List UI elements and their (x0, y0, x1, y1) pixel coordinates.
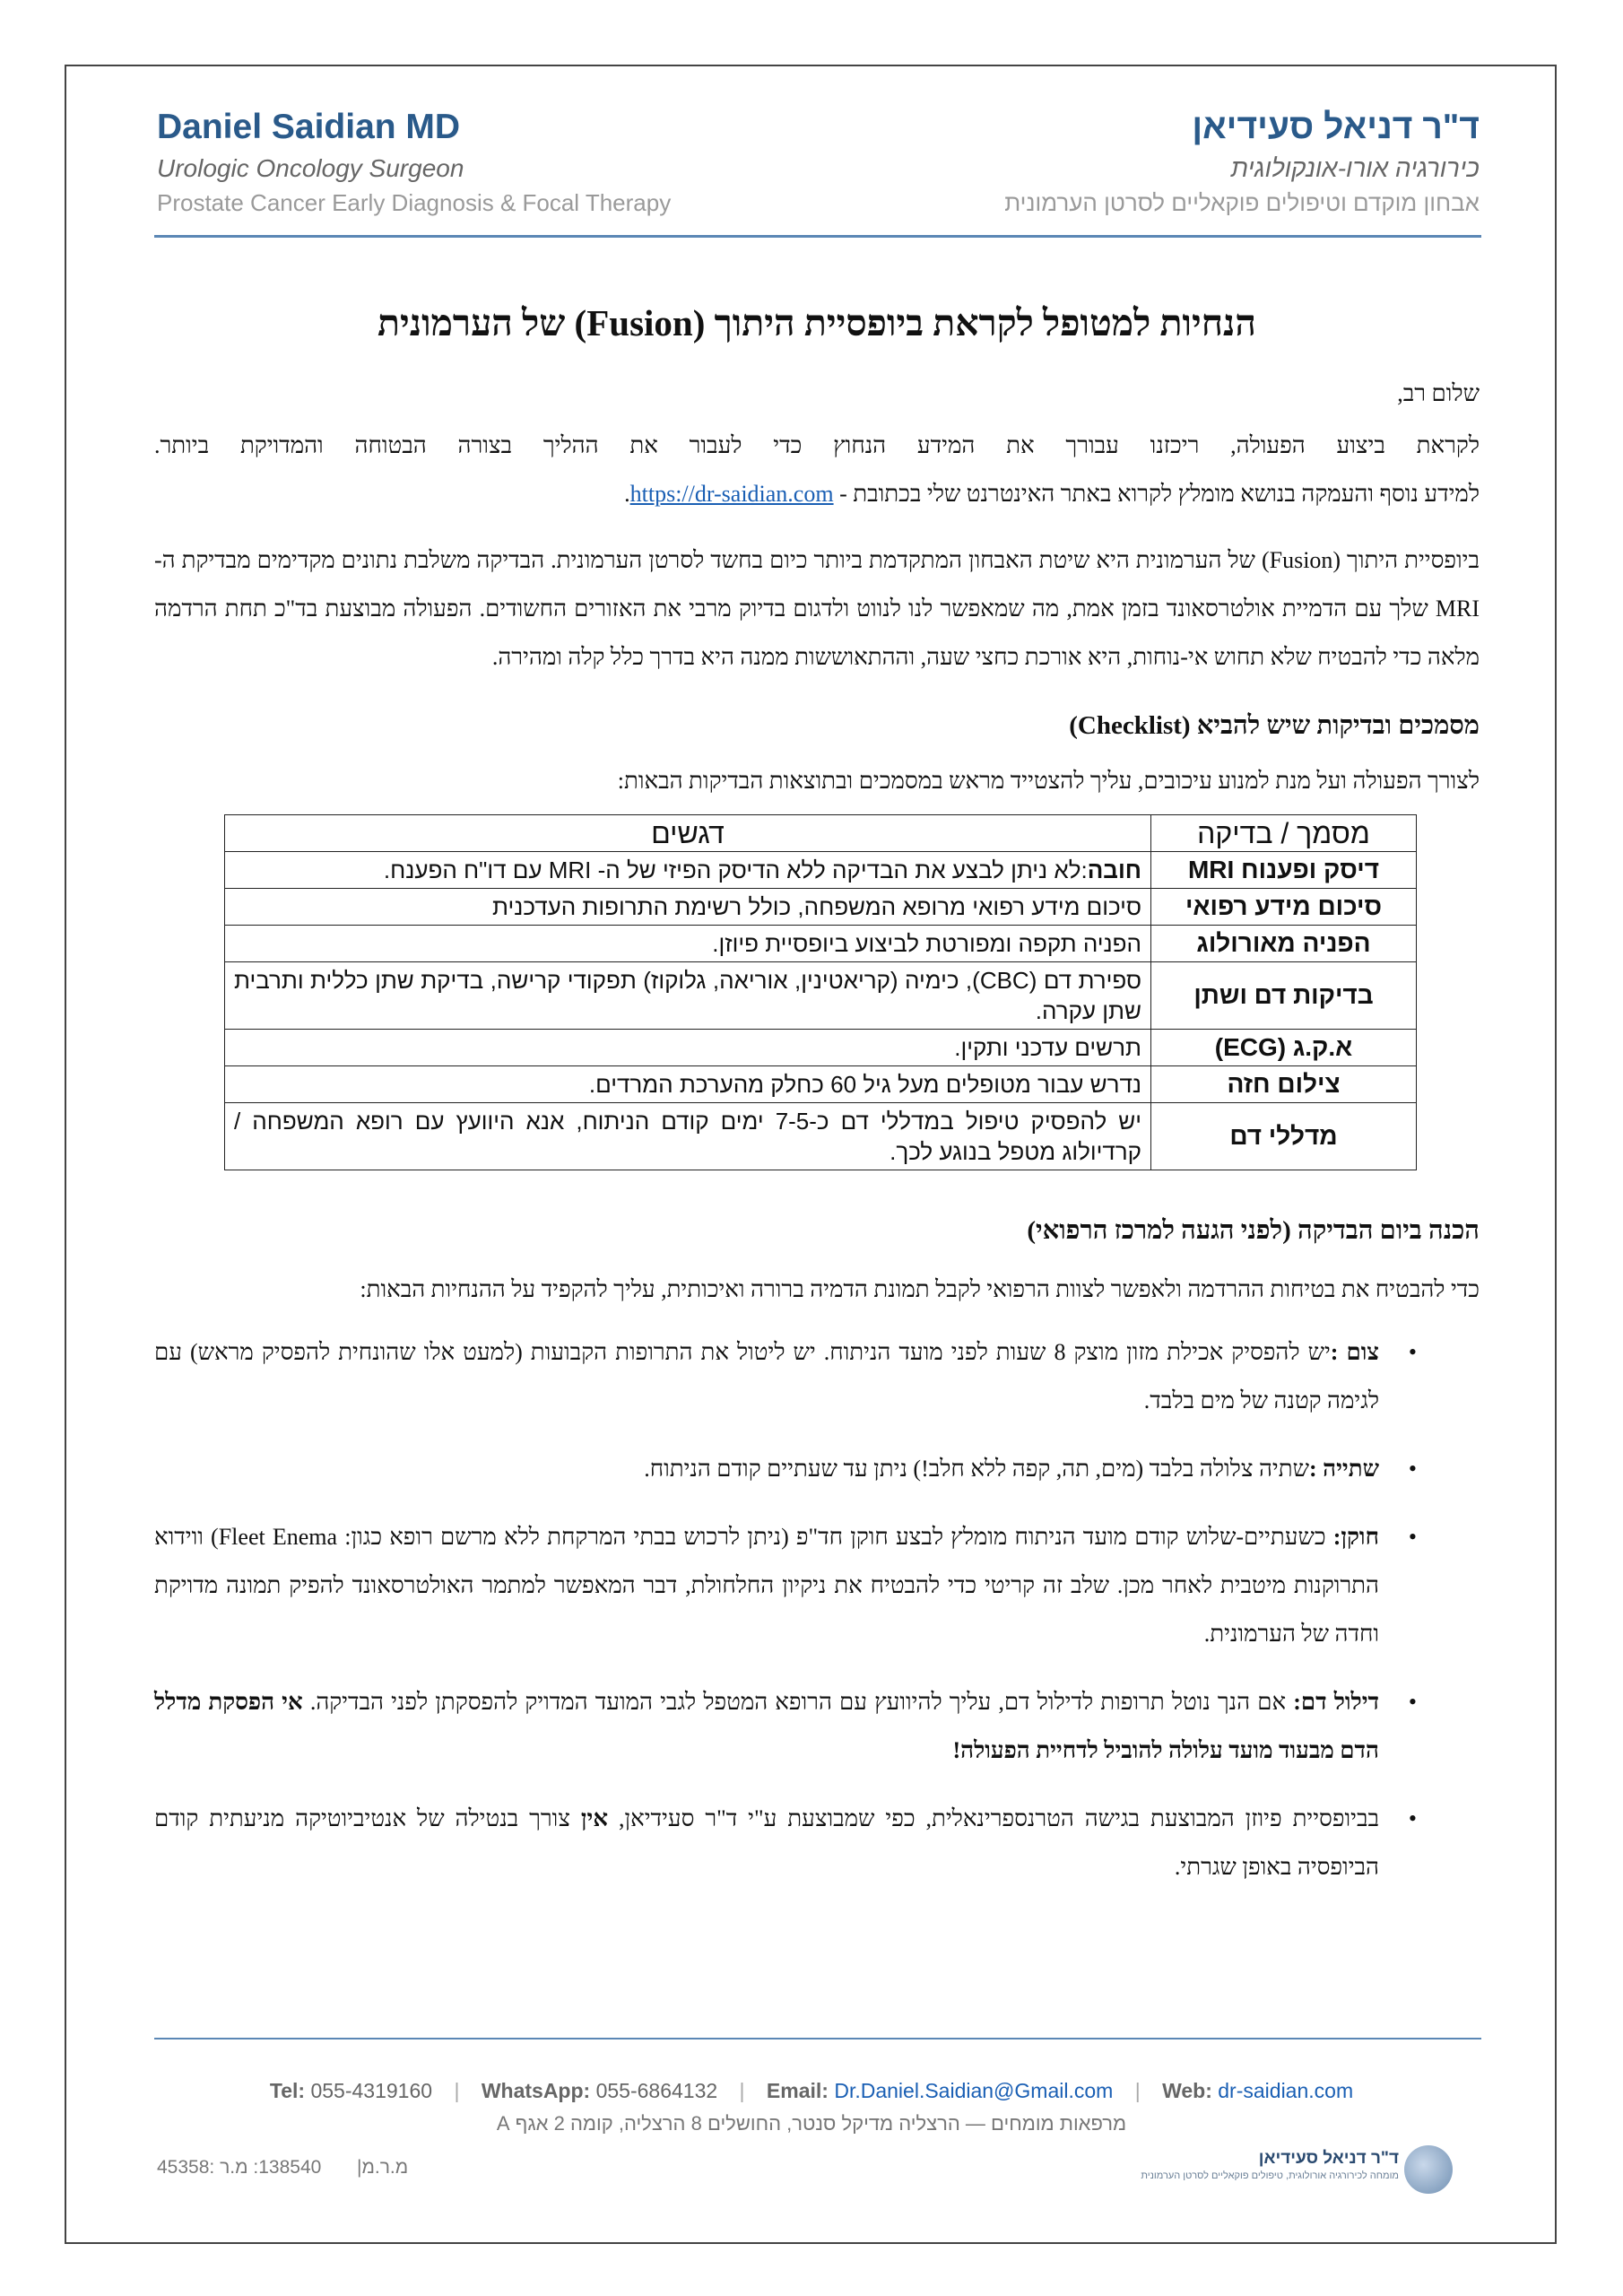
row-note: נדרש עבור מטופלים מעל גיל 60 כחלק מהערכת המרדים. (225, 1066, 1151, 1103)
item-label: שתייה : (1308, 1456, 1379, 1482)
table-row (225, 962, 1417, 1030)
item-label: דילול דם: (1293, 1689, 1380, 1715)
bullet-icon: • (1408, 1524, 1417, 1550)
doctor-name-en: Daniel Saidian MD (157, 108, 461, 146)
row-note: סיכום מידע רפואי מרופא המשפחה, כולל רשימת התרופות העדכנית (225, 889, 1151, 926)
row-note: ספירת דם (CBC), כימיה (קריאטינין, אוריאה, גלוקוז) תפקודי קרישה, בדיקת שתן כללית ותרבית שתן עקרה. (225, 962, 1151, 1030)
doctor-name-he: ד"ר דניאל סעידיאן (1192, 108, 1480, 146)
doctor-title-en: Urologic Oncology Surgeon (157, 154, 464, 182)
checklist-table (224, 814, 1417, 1170)
table-row (225, 889, 1417, 926)
table-row (225, 1030, 1417, 1066)
header-english (157, 106, 671, 219)
item-label: צום : (1330, 1339, 1379, 1365)
preparation-heading: הכנה ביום הבדיקה (לפני הגעה למרכז הרפואי) (1027, 1216, 1480, 1245)
header-divider (154, 235, 1481, 238)
web-link[interactable]: dr-saidian.com (1218, 2079, 1354, 2102)
bullet-icon: • (1408, 1456, 1417, 1482)
row-item: סיכום מידע רפואי (1151, 889, 1417, 926)
document-body (154, 296, 1480, 1892)
row-item: דיסק ופענוח MRI (1151, 852, 1417, 889)
checklist-heading: מסמכים ובדיקות שיש להביא (Checklist) (1069, 711, 1480, 740)
logo-name: ד"ר דניאל סעידיאן (1258, 2149, 1399, 2168)
clinic-address: מרפאות מומחים — הרצליה מדיקל סנטר, החושלים 8 הרצליה, קומה 2 אגף A (496, 2112, 1127, 2135)
logo-subtitle: מומחה לכירורגיה אורולוגית, טיפולים פוקאליים לסרטן הערמונית (1141, 2170, 1399, 2181)
web-label: Web: (1162, 2079, 1212, 2102)
preparation-intro: כדי להבטיח את בטיחות ההרדמה ולאפשר לצוות הרפואי לקבל תמונת הדמיה ברורה ואיכותית, עליך להקפיד על ההנחיות הבאות: (360, 1276, 1480, 1302)
header-hebrew (1004, 106, 1480, 219)
row-note: הפניה תקפה ומפורטת לביצוע ביופסיית פיוזן. (225, 926, 1151, 962)
logo-emblem-icon (1404, 2145, 1453, 2194)
bullet-icon: • (1408, 1805, 1417, 1831)
separator: | (1134, 2079, 1141, 2102)
license-physician: 138540: מ.ר (220, 2157, 322, 2178)
doctor-tagline-he: אבחון מוקדם וטיפולים פוקאליים לסרטן הערמונית (1004, 189, 1480, 216)
list-item-drinking: • שתייה :שתיה צלולה בלבד (מים, תה, קפה ללא חלב!) ניתן עד שעתיים קודם הניתוח. (154, 1445, 1480, 1493)
document-title: הנחיות למטופל לקראת ביופסיית היתוך (Fusion) של הערמונית (378, 302, 1256, 344)
list-item-enema: • חוקן: כשעתיים-שלוש קודם מועד הניתוח מומלץ לבצע חוקן חד"פ (ניתן לרכוש בבתי המרקחת ללא מרשם רופא כגון: Fleet Enema) ווידוא התרוקנות מיטבית לאחר מכן. שלב זה קריטי כדי להבטיח את ניקיון החלחולת, דבר המאפשר למתמר האולטרסאונד להפיק תמונה מדויקת וחדה של הערמונית. (154, 1513, 1480, 1658)
list-item-fasting: • צום :יש להפסיק אכילת מזון מוצק 8 שעות לפני מועד הניתוח. יש ליטול את התרופות הקבועות (למעט אלו שהונחית להפסיק מראש) עם לגימה קטנה של מים בלבד. (154, 1328, 1480, 1425)
row-item: בדיקות דם ושתן (1151, 962, 1417, 1030)
bullet-icon: • (1408, 1689, 1417, 1715)
intro-link-text: למידע נוסף והעמקה בנושא מומלץ לקרוא באתר האינטרנט שלי בכתובת - (839, 481, 1480, 507)
doctor-tagline-en: Prostate Cancer Early Diagnosis & Focal Therapy (157, 189, 672, 216)
row-note: תרשים עדכני ותקין. (225, 1030, 1151, 1066)
email-link[interactable]: Dr.Daniel.Saidian@Gmail.com (834, 2079, 1114, 2102)
row-item: הפניה מאורולוג (1151, 926, 1417, 962)
row-note: חובה:לא ניתן לבצע את הבדיקה ללא הדיסק הפיזי של ה- MRI עם דו"ח הפענח. (225, 852, 1151, 889)
item-warning: אי הפסקת מדלל הדם מבעוד מועד עלולה להוביל לדחיית הפעולה! (154, 1689, 1379, 1763)
row-item: מדללי דם (1151, 1103, 1417, 1170)
separator: | (739, 2079, 745, 2102)
col-header-notes: דגשים (225, 815, 1151, 852)
doctor-title-he: כירורגיה אורו-אונקולוגית (1230, 154, 1480, 182)
website-link[interactable]: https://dr-saidian.com (629, 481, 834, 507)
list-item-blood-thinning: • דילול דם: אם הנך נוטל תרופות לדילול דם, עליך להיוועץ עם הרופא המטפל לגבי המועד המדויק להפסקתן לפני הבדיקה. אי הפסקת מדלל הדם מבעוד מועד עלולה להוביל לדחיית הפעולה! (154, 1678, 1480, 1775)
row-note-bold: חובה (1087, 857, 1141, 883)
row-note: יש להפסיק טיפול במדללי דם כ-7-5 ימים קודם הניתוח, אנא היוועץ עם רופא המשפחה / קרדיולוג מטפל בנוגע לכך. (225, 1103, 1151, 1170)
tel-value[interactable]: 055-4319160 (310, 2079, 433, 2102)
col-header-item: מסמך / בדיקה (1151, 815, 1417, 852)
table-header-row (225, 815, 1417, 852)
table-row (225, 926, 1417, 962)
intro-paragraph-1: לקראת ביצוע הפעולה, ריכזנו עבורך את המידע הנחוץ כדי לעבור את ההליך בצורה הבטוחה והמדויקת ביותר. (154, 432, 1480, 458)
table-row (225, 1103, 1417, 1170)
checklist-intro: לצורך הפעולה ועל מנת למנוע עיכובים, עליך להצטייד מראש במסמכים ובתוצאות הבדיקות הבאות: (617, 768, 1480, 794)
bullet-icon: • (1408, 1339, 1417, 1365)
row-item: צילום חזה (1151, 1066, 1417, 1103)
table-row (225, 852, 1417, 889)
list-item-antibiotics: • בביופסיית פיוזן המבוצעת בגישה הטרנספרינאלית, כפי שמבוצעת ע"י ד"ר סעידיאן, אין צורך בנטילה של אנטיביוטיקה מניעתית קודם הביופסיה באופן שגרתי. (154, 1795, 1480, 1892)
table-row (225, 1066, 1417, 1103)
row-item: א.ק.ג (ECG) (1151, 1030, 1417, 1066)
tel-label: Tel: (269, 2079, 306, 2102)
greeting: שלום רב, (1397, 380, 1480, 406)
footer-divider (154, 2038, 1481, 2039)
preparation-list (154, 1328, 1480, 1892)
intro-paragraph-2: למידע נוסף והעמקה בנושא מומלץ לקרוא באתר האינטרנט שלי בכתובת - https://dr-saidian.com. (624, 481, 1480, 507)
whatsapp-label: WhatsApp: (481, 2079, 591, 2102)
clinic-logo (1141, 2144, 1453, 2197)
intro-paragraph-3: ביופסיית היתוך (Fusion) של הערמונית היא שיטת האבחון המתקדמת ביותר כיום בחשד לסרטן הערמונית. הבדיקה משלבת נתונים מקדימים מבדיקת ה- MRI שלך עם הדמיית אולטרסאונד בזמן אמת, מה שמאפשר לנו לנווט ולדגום בדיוק מרבי את האזורים החשודים. הפעולה מבוצעת בד"כ תחת הרדמה מלאה כדי להבטיח שלא תחוש אי-נוחות, היא אורכת כחצי שעה, וההתאוששות ממנה היא בדרך כלל קלה ומהירה. (154, 547, 1480, 670)
email-label: Email: (766, 2079, 829, 2102)
separator: | (454, 2079, 460, 2102)
item-label: חוקן: (1332, 1524, 1379, 1550)
license-numbers (157, 2157, 408, 2179)
whatsapp-value[interactable]: 055-6864132 (595, 2079, 718, 2102)
license-specialist: 45358: מ.ר.מ| (157, 2157, 409, 2178)
footer-contacts (0, 2079, 1623, 2103)
